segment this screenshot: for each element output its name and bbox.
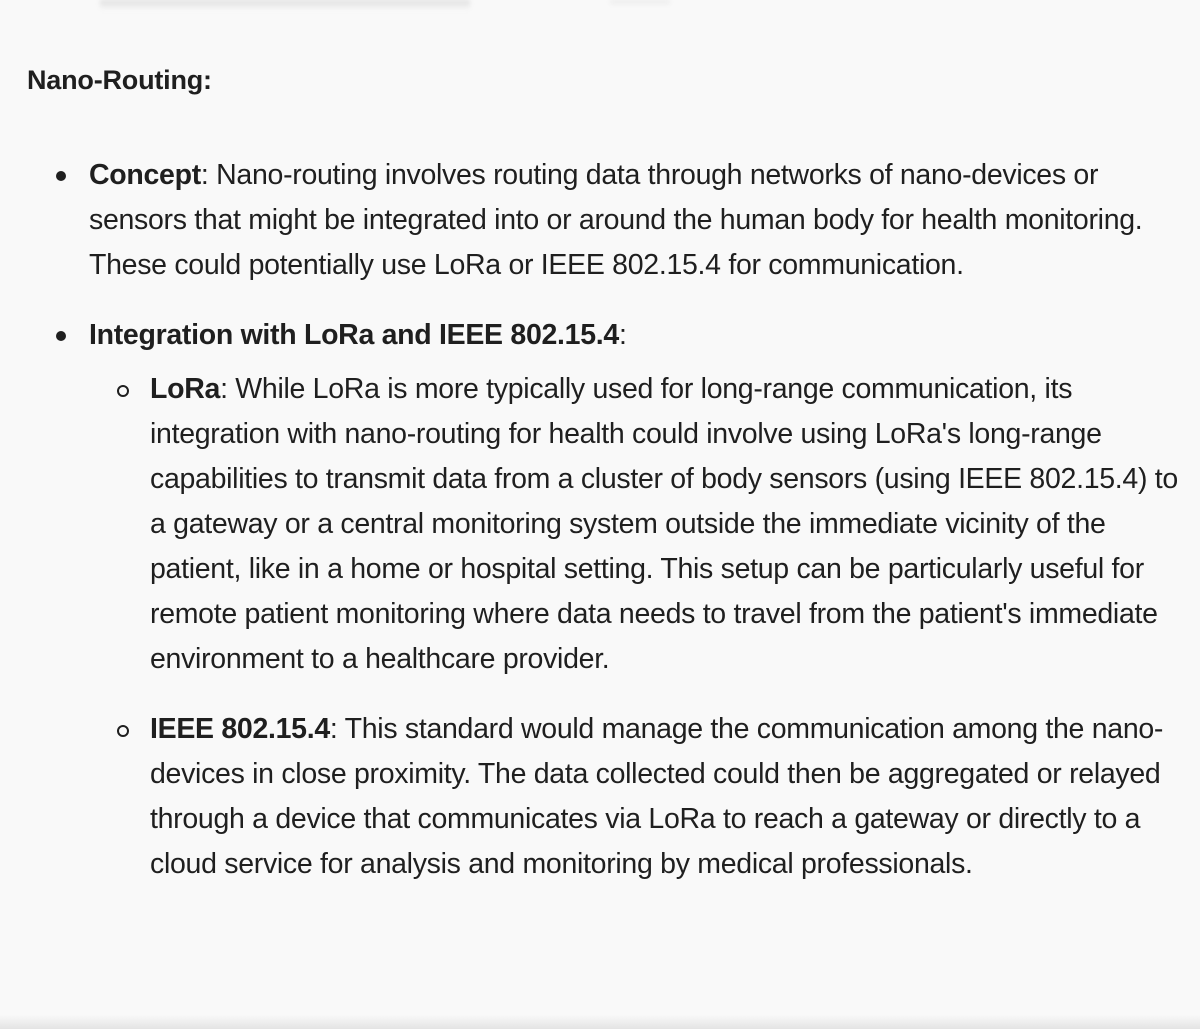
bullet-circle-icon — [117, 725, 129, 737]
bullet-list — [27, 153, 1192, 887]
document-content — [27, 60, 1192, 887]
list-item-concept — [27, 153, 1192, 288]
concept-description: : Nano-routing involves routing data through networks of nano-devices or sensors that might be integrated into or around the human body for health monitoring. These could potentially use LoRa or IEEE 802.15.4 for communication. — [89, 159, 1143, 281]
top-blurred-region — [100, 0, 470, 10]
sub-item-ieee — [89, 707, 1192, 887]
bottom-edge-shade — [0, 1015, 1200, 1029]
term-lora: LoRa — [150, 373, 221, 405]
list-item-integration — [27, 313, 1192, 887]
term-integration: Integration with LoRa and IEEE 802.15.4 — [89, 319, 619, 351]
bullet-disc-icon — [56, 331, 66, 341]
top-blurred-region-secondary — [610, 0, 670, 6]
sub-item-lora — [89, 367, 1192, 682]
sub-bullet-list — [89, 367, 1192, 887]
bullet-disc-icon — [56, 171, 66, 181]
lora-description: : While LoRa is more typically used for long-range communication, its integration with nano-routing for health could involve using LoRa's long-range capabilities to transmit data from a cluster of body sensors (using IEEE 802.15.4) to a gateway or a central monitoring system outside the immediate vicinity of the patient, like in a home or hospital setting. This setup can be particularly useful for remote patient monitoring where data needs to travel from the patient's immediate environment to a healthcare provider. — [150, 373, 1178, 675]
term-concept: Concept — [89, 159, 201, 191]
ieee-description: : This standard would manage the communication among the nano-devices in close proximity. The data collected could then be aggregated or relayed through a device that communicates via LoRa to reach a gateway or directly to a cloud service for analysis and monitoring by medical professionals. — [150, 713, 1164, 880]
integration-colon: : — [618, 319, 627, 351]
term-ieee: IEEE 802.15.4 — [150, 713, 330, 745]
bullet-circle-icon — [117, 385, 129, 397]
section-heading: Nano-Routing: — [27, 65, 212, 95]
